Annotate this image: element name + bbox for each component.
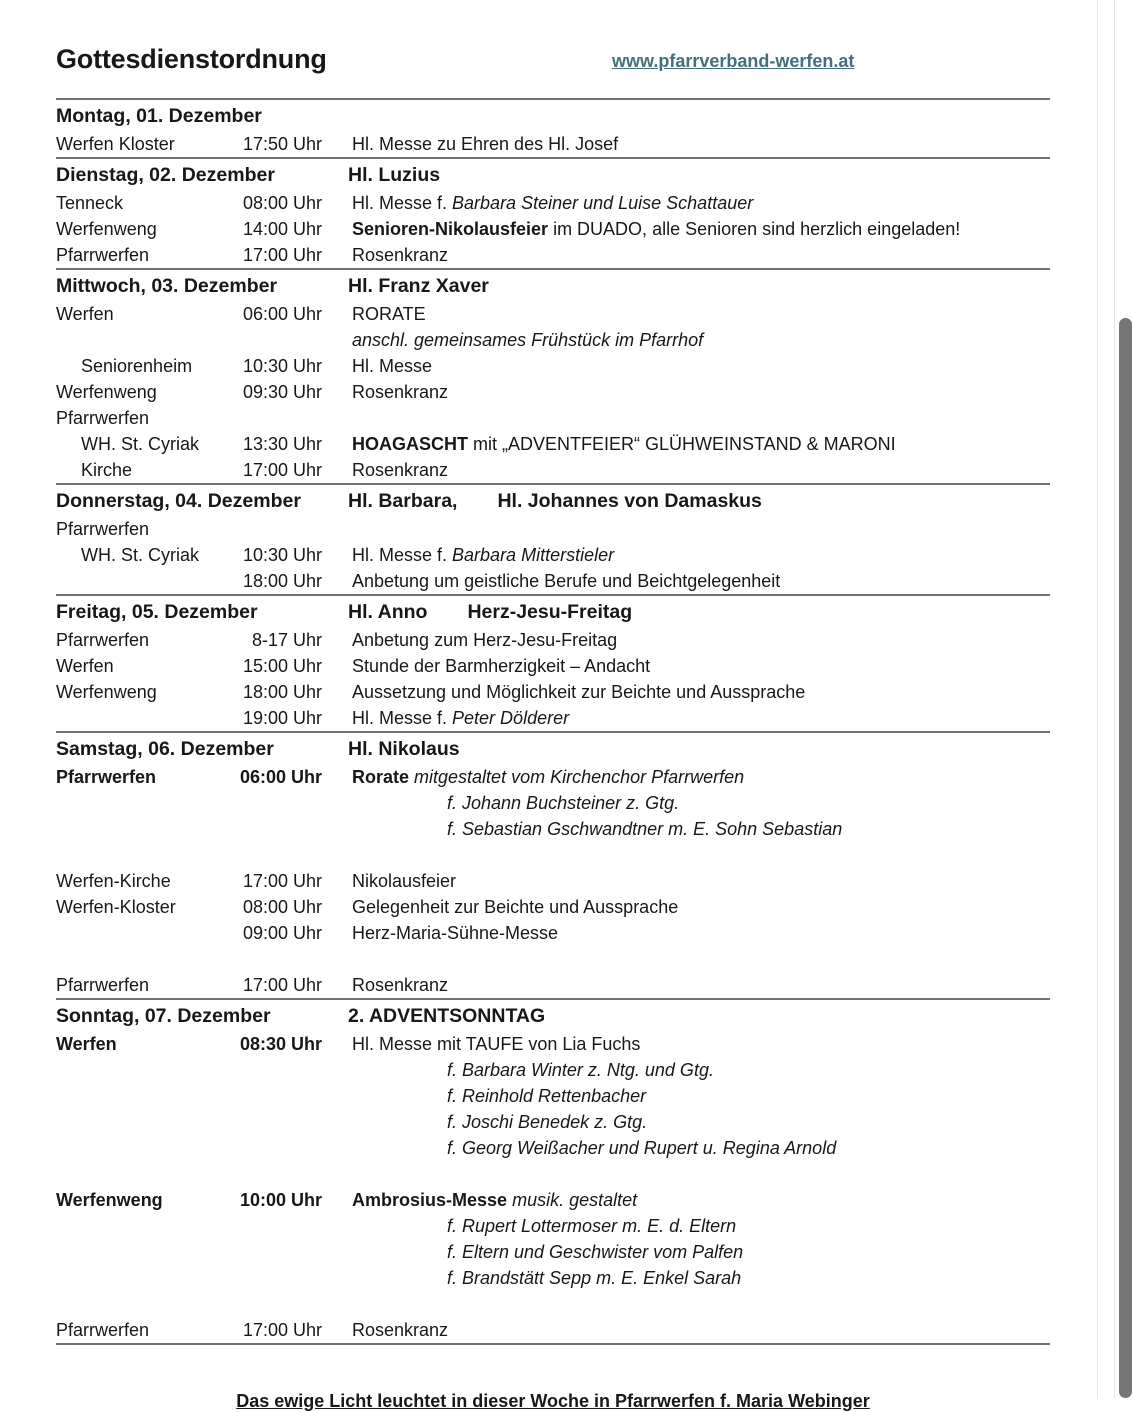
- service-row: [56, 1031, 1050, 1057]
- service-description: f. Brandstätt Sepp m. E. Enkel Sarah: [447, 1268, 742, 1288]
- schedule-list: [56, 98, 1050, 1343]
- service-row: [56, 920, 1050, 946]
- service-time: 17:50 Uhr: [242, 134, 322, 154]
- service-row: [56, 353, 1050, 379]
- service-row: [56, 1057, 1050, 1083]
- page-title: Gottesdienstordnung: [56, 44, 327, 74]
- row-spacer: [56, 842, 1050, 868]
- service-row: [56, 327, 1050, 353]
- service-row: [56, 764, 1050, 790]
- day-block: [56, 1000, 1050, 1343]
- service-row: [56, 816, 1050, 842]
- vertical-scrollbar-thumb[interactable]: [1119, 318, 1132, 1398]
- service-row: [56, 1213, 1050, 1239]
- service-description: RORATE: [352, 304, 426, 324]
- service-row: [56, 542, 1050, 568]
- service-description: Gelegenheit zur Beichte und Aussprache: [352, 897, 679, 917]
- document-sheet: [56, 0, 1050, 1412]
- service-location: Werfenweng: [56, 382, 157, 402]
- service-description: f. Reinhold Rettenbacher: [447, 1086, 647, 1106]
- service-time: 19:00 Uhr: [242, 708, 322, 728]
- day-name: Freitag, 05. Dezember: [56, 601, 258, 623]
- service-description: HOAGASCHT mit „ADVENTFEIER“ GLÜHWEINSTAND & MARONI: [352, 434, 896, 454]
- service-time: 08:30 Uhr: [239, 1034, 322, 1054]
- day-feast-secondary: Herz-Jesu-Freitag: [467, 601, 633, 623]
- service-row: [56, 1109, 1050, 1135]
- service-row: [56, 131, 1050, 157]
- service-description: Rosenkranz: [352, 975, 449, 995]
- service-location: Seniorenheim: [81, 356, 193, 376]
- service-location: Pfarrwerfen: [56, 245, 150, 265]
- service-description: Stunde der Barmherzigkeit – Andacht: [352, 656, 651, 676]
- service-description: Anbetung um geistliche Berufe und Beichtgelegenheit: [352, 571, 781, 591]
- service-description: Aussetzung und Möglichkeit zur Beichte und Aussprache: [352, 682, 806, 702]
- service-description: Rosenkranz: [352, 245, 449, 265]
- service-time: 09:30 Uhr: [242, 382, 322, 402]
- service-row: [56, 431, 1050, 457]
- service-row: [56, 1265, 1050, 1291]
- day-header: [56, 485, 1050, 516]
- service-row: [56, 1083, 1050, 1109]
- day-feast-primary: 2. ADVENTSONNTAG: [348, 1005, 546, 1027]
- service-location: Werfenweng: [56, 682, 157, 702]
- service-time: 09:00 Uhr: [242, 923, 322, 943]
- service-description: f. Georg Weißacher und Rupert u. Regina Arnold: [447, 1138, 837, 1158]
- service-time: 10:00 Uhr: [239, 1190, 322, 1210]
- service-row: [56, 190, 1050, 216]
- service-row: [56, 705, 1050, 731]
- service-row: [56, 972, 1050, 998]
- service-time: 18:00 Uhr: [242, 571, 322, 591]
- service-description: Rosenkranz: [352, 460, 449, 480]
- service-description: Hl. Messe f. Barbara Steiner und Luise Schattauer: [352, 193, 754, 213]
- vertical-scrollbar-track[interactable]: [1114, 0, 1133, 1398]
- day-feast-primary: Hl. Franz Xaver: [348, 275, 489, 297]
- day-header: [56, 733, 1050, 764]
- service-row: [56, 516, 1050, 542]
- service-row: [56, 653, 1050, 679]
- day-header: [56, 270, 1050, 301]
- service-row: [56, 894, 1050, 920]
- service-location: Pfarrwerfen: [56, 408, 150, 428]
- service-time: 17:00 Uhr: [242, 871, 322, 891]
- service-row: [56, 405, 1050, 431]
- day-name: Sonntag, 07. Dezember: [56, 1005, 271, 1027]
- day-block: [56, 596, 1050, 731]
- service-location: Werfen Kloster: [56, 134, 175, 154]
- service-time: 06:00 Uhr: [242, 304, 322, 324]
- service-location: Pfarrwerfen: [56, 1320, 150, 1340]
- service-location: Werfen: [56, 656, 114, 676]
- service-description: Senioren-Nikolausfeier im DUADO, alle Senioren sind herzlich eingeladen!: [352, 219, 961, 239]
- service-location: Werfen: [56, 304, 114, 324]
- day-header: [56, 100, 1050, 131]
- service-location: Werfenweng: [56, 219, 157, 239]
- service-row: [56, 568, 1050, 594]
- service-row: [56, 790, 1050, 816]
- service-location: Tenneck: [56, 193, 124, 213]
- service-row: [56, 868, 1050, 894]
- service-location: Pfarrwerfen: [56, 767, 157, 787]
- service-description: Rorate mitgestaltet vom Kirchenchor Pfarrwerfen: [352, 767, 745, 787]
- service-row: [56, 1239, 1050, 1265]
- service-time: 15:00 Uhr: [242, 656, 322, 676]
- service-location: Pfarrwerfen: [56, 975, 150, 995]
- row-spacer: [56, 946, 1050, 972]
- service-row: [56, 627, 1050, 653]
- service-description: Herz-Maria-Sühne-Messe: [352, 923, 559, 943]
- service-description: Hl. Messe f. Peter Dölderer: [352, 708, 570, 728]
- service-time: 17:00 Uhr: [242, 460, 322, 480]
- service-row: [56, 1317, 1050, 1343]
- service-description: Hl. Messe zu Ehren des Hl. Josef: [352, 134, 619, 154]
- page-edge: [1097, 0, 1098, 1398]
- service-time: 17:00 Uhr: [242, 975, 322, 995]
- day-name: Donnerstag, 04. Dezember: [56, 490, 301, 512]
- service-time: 8-17 Uhr: [251, 630, 322, 650]
- service-description: Rosenkranz: [352, 382, 449, 402]
- service-location: Pfarrwerfen: [56, 630, 150, 650]
- service-description: Ambrosius-Messe musik. gestaltet: [352, 1190, 638, 1210]
- day-block: [56, 270, 1050, 483]
- service-description: Nikolausfeier: [352, 871, 457, 891]
- service-description: Hl. Messe: [352, 356, 433, 376]
- row-spacer: [56, 1291, 1050, 1317]
- service-location: Pfarrwerfen: [56, 519, 150, 539]
- service-time: 17:00 Uhr: [242, 245, 322, 265]
- service-description: Hl. Messe mit TAUFE von Lia Fuchs: [352, 1034, 641, 1054]
- service-time: 06:00 Uhr: [239, 767, 322, 787]
- service-time: 14:00 Uhr: [242, 219, 322, 239]
- day-feast-primary: Hl. Nikolaus: [348, 738, 460, 760]
- service-description: Hl. Messe f. Barbara Mitterstieler: [352, 545, 615, 565]
- day-block: [56, 100, 1050, 157]
- service-location: Werfen-Kloster: [56, 897, 176, 917]
- service-row: [56, 1187, 1050, 1213]
- service-row: [56, 242, 1050, 268]
- day-header: [56, 1000, 1050, 1031]
- service-location: WH. St. Cyriak: [81, 434, 200, 454]
- eternal-light-note: Das ewige Licht leuchtet in dieser Woche in Pfarrwerfen f. Maria Webinger: [236, 1391, 870, 1411]
- service-location: WH. St. Cyriak: [81, 545, 200, 565]
- service-row: [56, 457, 1050, 483]
- service-row: [56, 301, 1050, 327]
- service-description: anschl. gemeinsames Frühstück im Pfarrhof: [352, 330, 704, 350]
- service-description: f. Rupert Lottermoser m. E. d. Eltern: [447, 1216, 737, 1236]
- service-description: f. Eltern und Geschwister vom Palfen: [447, 1242, 744, 1262]
- service-description: f. Sebastian Gschwandtner m. E. Sohn Sebastian: [447, 819, 843, 839]
- service-description: f. Johann Buchsteiner z. Gtg.: [447, 793, 680, 813]
- service-location: Kirche: [81, 460, 133, 480]
- day-feast-primary: Hl. Luzius: [348, 164, 441, 186]
- service-row: [56, 1135, 1050, 1161]
- service-time: 10:30 Uhr: [242, 545, 322, 565]
- day-block: [56, 485, 1050, 594]
- service-location: Werfenweng: [56, 1190, 163, 1210]
- day-block: [56, 159, 1050, 268]
- service-time: 17:00 Uhr: [242, 1320, 322, 1340]
- day-feast-secondary: Hl. Johannes von Damaskus: [497, 490, 762, 512]
- day-header: [56, 596, 1050, 627]
- service-time: 08:00 Uhr: [242, 193, 322, 213]
- service-description: Anbetung zum Herz-Jesu-Freitag: [352, 630, 618, 650]
- service-time: 08:00 Uhr: [242, 897, 322, 917]
- day-name: Samstag, 06. Dezember: [56, 738, 274, 760]
- day-name: Dienstag, 02. Dezember: [56, 164, 275, 186]
- document-header: [56, 0, 1050, 98]
- service-time: 10:30 Uhr: [242, 356, 322, 376]
- service-location: Werfen: [56, 1034, 117, 1054]
- service-description: f. Joschi Benedek z. Gtg.: [447, 1112, 648, 1132]
- day-name: Mittwoch, 03. Dezember: [56, 275, 278, 297]
- row-spacer: [56, 1161, 1050, 1187]
- day-header: [56, 159, 1050, 190]
- day-block: [56, 733, 1050, 998]
- day-feast-primary: Hl. Barbara,: [348, 490, 458, 512]
- service-row: [56, 216, 1050, 242]
- footer-divider: [56, 1343, 1050, 1345]
- day-name: Montag, 01. Dezember: [56, 105, 262, 127]
- service-time: 13:30 Uhr: [242, 434, 322, 454]
- website-link[interactable]: www.pfarrverband-werfen.at: [612, 51, 855, 71]
- day-feast-primary: Hl. Anno: [348, 601, 428, 623]
- service-row: [56, 679, 1050, 705]
- service-row: [56, 379, 1050, 405]
- service-description: f. Barbara Winter z. Ntg. und Gtg.: [447, 1060, 714, 1080]
- service-location: Werfen-Kirche: [56, 871, 171, 891]
- service-time: 18:00 Uhr: [242, 682, 322, 702]
- service-description: Rosenkranz: [352, 1320, 449, 1340]
